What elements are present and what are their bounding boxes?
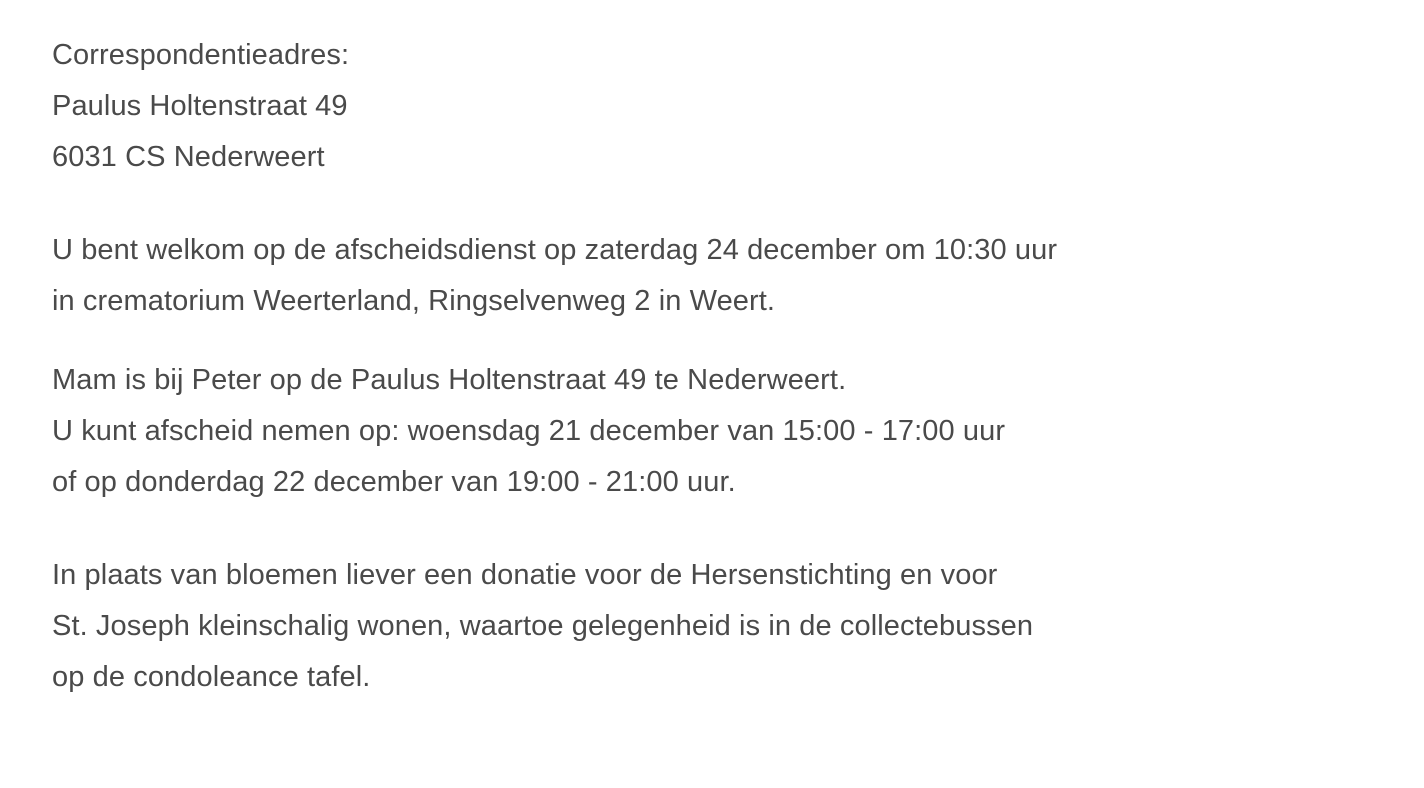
correspondence-address-line-2: Paulus Holtenstraat 49 [52, 90, 348, 122]
service-details-line-2: in crematorium Weerterland, Ringselvenweg 2 in Weert. [52, 285, 776, 317]
donation-request-block [52, 550, 1372, 703]
block-spacer-1 [52, 183, 1372, 225]
service-details-block [52, 225, 1372, 327]
correspondence-address-line-1: Correspondentieadres: [52, 39, 350, 71]
donation-request-line-1: In plaats van bloemen liever een donatie voor de Hersenstichting en voor [52, 559, 998, 591]
visiting-details-line-3: of op donderdag 22 december van 19:00 - 21:00 uur. [52, 466, 736, 498]
correspondence-address-line-3: 6031 CS Nederweert [52, 141, 325, 173]
visiting-details-line-2: U kunt afscheid nemen op: woensdag 21 december van 15:00 - 17:00 uur [52, 415, 1006, 447]
block-spacer-2 [52, 327, 1372, 355]
correspondence-address-block [52, 30, 1372, 183]
block-spacer-3 [52, 508, 1372, 550]
visiting-details-block [52, 355, 1372, 508]
service-details-line-1: U bent welkom op de afscheidsdienst op zaterdag 24 december om 10:30 uur [52, 234, 1058, 266]
donation-request-line-2: St. Joseph kleinschalig wonen, waartoe gelegenheid is in de collectebussen [52, 610, 1034, 642]
donation-request-line-3: op de condoleance tafel. [52, 661, 371, 693]
visiting-details-line-1: Mam is bij Peter op de Paulus Holtenstraat 49 te Nederweert. [52, 364, 847, 396]
